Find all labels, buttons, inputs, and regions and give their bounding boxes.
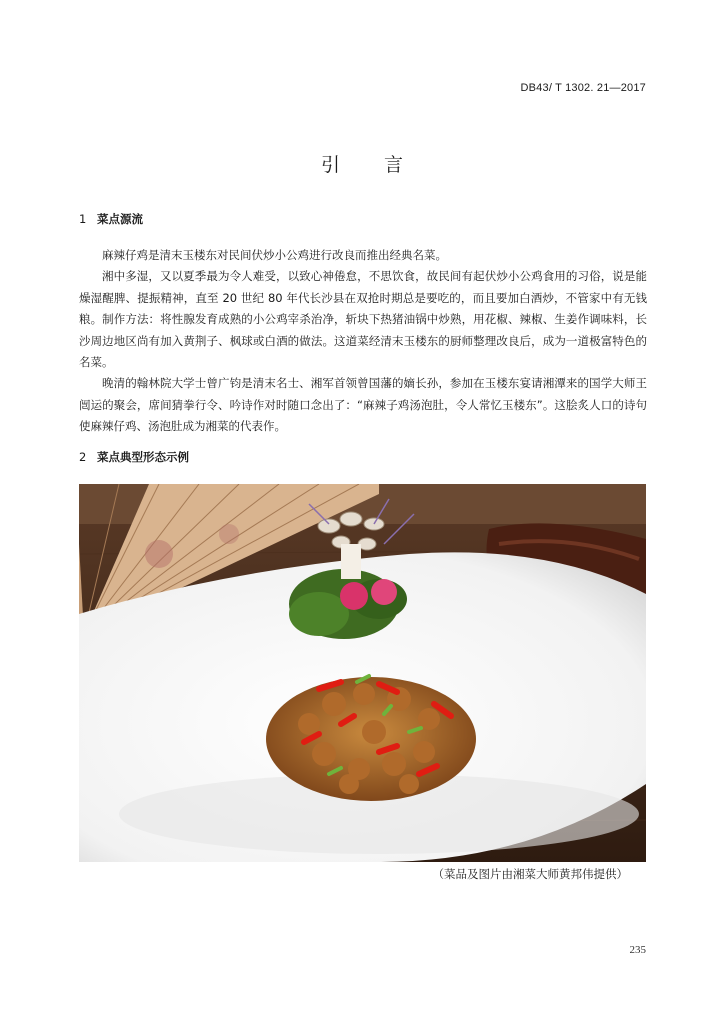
section-1-number: 1 <box>79 212 87 226</box>
section-1-paragraph-3: 晚清的翰林院大学士曾广钧是清末名士、湘军首领曾国藩的嫡长孙，参加在玉楼东宴请湘潭来的国学大师王闿运的聚会，席间猜拳行令、吟诗作对时随口念出了：“麻辣子鸡汤泡肚，令人常忆玉楼东”。这脍炙人口的诗句使麻辣仔鸡、汤泡肚成为湘菜的代表作。 <box>79 376 647 433</box>
dish-photo <box>79 484 646 862</box>
section-1-heading <box>79 211 143 227</box>
title-char-1: 引 <box>320 154 340 176</box>
standard-code: DB43/ T 1302. 21—2017 <box>520 82 646 94</box>
section-2-number: 2 <box>79 450 87 464</box>
photo-caption: （菜品及图片由湘菜大师黄邦伟提供） <box>432 867 628 881</box>
section-2-heading <box>79 449 189 465</box>
section-1-title: 菜点源流 <box>97 212 143 226</box>
section-1-paragraph-2: 湘中多湿，又以夏季最为令人难受，以致心神倦怠，不思饮食，故民间有起伏炒小公鸡食用的习俗，说是能燥湿醒脾、提振精神，直至 20 世纪 80 年代长沙县在双抢时期总是要吃的，而且要加白酒炒，不管家中有无钱粮。制作方法：将性腺发育成熟的小公鸡宰杀治净，斩块下热猪油锅中炒熟，用花椒、辣椒、生姜作调味料，长沙周边地区尚有加入黄荆子、枫球或白酒的做法。这道菜经清末玉楼东的厨师整理改良后，成为一道极富特色的名菜。 <box>79 269 647 369</box>
section-2-title: 菜点典型形态示例 <box>97 450 189 464</box>
section-1-paragraph-1: 麻辣仔鸡是清末玉楼东对民间伏炒小公鸡进行改良而推出经典名菜。 <box>102 248 447 262</box>
page-title <box>0 150 724 177</box>
dish-photo-icon <box>79 484 646 862</box>
page-number: 235 <box>629 944 646 956</box>
title-char-2: 言 <box>384 154 404 176</box>
spicy-chicken-icon <box>266 676 476 801</box>
